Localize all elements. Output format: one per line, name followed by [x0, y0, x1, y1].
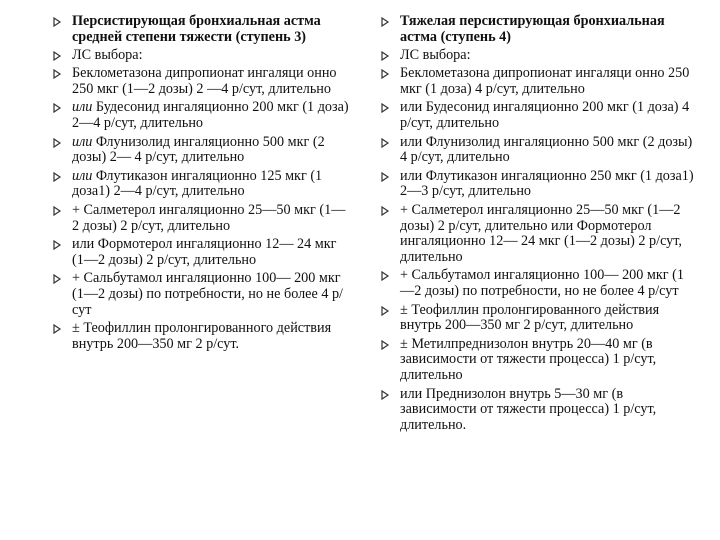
list-item: [378, 303, 696, 335]
left-column: [50, 14, 350, 355]
list-item: [378, 14, 696, 46]
item-text: + Сальбутамол ингаляционно 100— 200 мкг (1—2 дозы) по потребности, но не более 4 р/сут: [72, 269, 343, 318]
triangle-bullet-icon: [380, 51, 390, 61]
triangle-bullet-icon: [380, 390, 390, 400]
triangle-bullet-icon: [380, 206, 390, 216]
item-text: + Салметерол ингаляционно 25—50 мкг (1—2 дозы) 2 р/сут, длительно: [72, 201, 346, 234]
list-item: [378, 337, 696, 384]
item-text: или Флунизолид ингаляционно 500 мкг (2 дозы) 4 р/сут, длительно: [400, 133, 693, 166]
triangle-bullet-icon: [380, 172, 390, 182]
list-item: [50, 237, 350, 269]
list-item: [378, 135, 696, 167]
triangle-bullet-icon: [52, 138, 62, 148]
list-item: [378, 268, 696, 300]
item-text: Беклометазона дипропионат ингаляци онно 250 мкг (1—2 дозы) 2 —4 р/сут, длительно: [72, 65, 337, 98]
list-item: [378, 203, 696, 266]
item-text: + Салметерол ингаляционно 25—50 мкг (1—2 дозы) 2 р/сут, длительно или Формотерол ингаляционно 12— 24 мкг (1—2 дозы) 2 р/сут, длительно: [400, 201, 682, 266]
triangle-bullet-icon: [380, 306, 390, 316]
item-text: Флутиказон ингаляционно 125 мкг (1 доза1) 2—4 р/сут, длительно: [72, 167, 323, 200]
list-item: [50, 271, 350, 318]
triangle-bullet-icon: [52, 69, 62, 79]
list-item: [378, 387, 696, 434]
triangle-bullet-icon: [380, 138, 390, 148]
heading-text: Персистирующая бронхиальная астма средней степени тяжести (ступень 3): [72, 13, 321, 45]
item-text: или Преднизолон внутрь 5—30 мг (в зависимости от тяжести процесса) 1 р/сут, длительно.: [400, 385, 657, 434]
triangle-bullet-icon: [52, 51, 62, 61]
triangle-bullet-icon: [380, 271, 390, 281]
triangle-bullet-icon: [52, 274, 62, 284]
item-text: ± Метилпреднизолон внутрь 20—40 мг (в зависимости от тяжести процесса) 1 р/сут, длительно: [400, 335, 657, 384]
triangle-bullet-icon: [380, 340, 390, 350]
list-item: [50, 14, 350, 46]
item-text: или Формотерол ингаляционно 12— 24 мкг (1—2 дозы) 2 р/сут, длительно: [72, 235, 337, 268]
list-item: [50, 100, 350, 132]
item-text: ЛС выбора:: [400, 47, 471, 64]
triangle-bullet-icon: [52, 17, 62, 27]
triangle-bullet-icon: [380, 69, 390, 79]
item-text: + Сальбутамол ингаляционно 100— 200 мкг (1—2 дозы) по потребности, но не более 4 р/сут: [400, 267, 684, 300]
item-text: ± Теофиллин пролонгированного действия внутрь 200—350 мг 2 р/сут.: [72, 319, 332, 352]
item-text: или Будесонид ингаляционно 200 мкг (1 доза) 4 р/сут, длительно: [400, 99, 690, 132]
item-text: Будесонид ингаляционно 200 мкг (1 доза) 2—4 р/сут, длительно: [72, 99, 349, 132]
item-text: ± Теофиллин пролонгированного действия внутрь 200—350 мг 2 р/сут, длительно: [400, 301, 660, 334]
item-text: или Флутиказон ингаляционно 250 мкг (1 доза1) 2—3 р/сут, длительно: [400, 167, 694, 200]
list-item: [50, 135, 350, 167]
list-item: [50, 169, 350, 201]
item-text: Флунизолид ингаляционно 500 мкг (2 дозы) 2— 4 р/сут, длительно: [72, 133, 325, 166]
triangle-bullet-icon: [52, 324, 62, 334]
right-column: [378, 14, 696, 436]
item-prefix: или: [72, 99, 93, 116]
item-text: ЛС выбора:: [72, 47, 143, 64]
list-item: [378, 66, 696, 98]
list-item: [378, 100, 696, 132]
list-item: [50, 203, 350, 235]
triangle-bullet-icon: [52, 206, 62, 216]
list-item: [50, 48, 350, 64]
list-item: [50, 66, 350, 98]
triangle-bullet-icon: [52, 240, 62, 250]
item-prefix: или: [72, 167, 93, 184]
list-item: [50, 321, 350, 353]
item-text: Беклометазона дипропионат ингаляци онно 250 мкг (1 доза) 4 р/сут, длительно: [400, 65, 690, 98]
triangle-bullet-icon: [52, 103, 62, 113]
item-prefix: или: [72, 133, 93, 150]
triangle-bullet-icon: [52, 172, 62, 182]
triangle-bullet-icon: [380, 103, 390, 113]
list-item: [378, 48, 696, 64]
triangle-bullet-icon: [380, 17, 390, 27]
heading-text: Тяжелая персистирующая бронхиальная астма (ступень 4): [400, 13, 665, 45]
list-item: [378, 169, 696, 201]
